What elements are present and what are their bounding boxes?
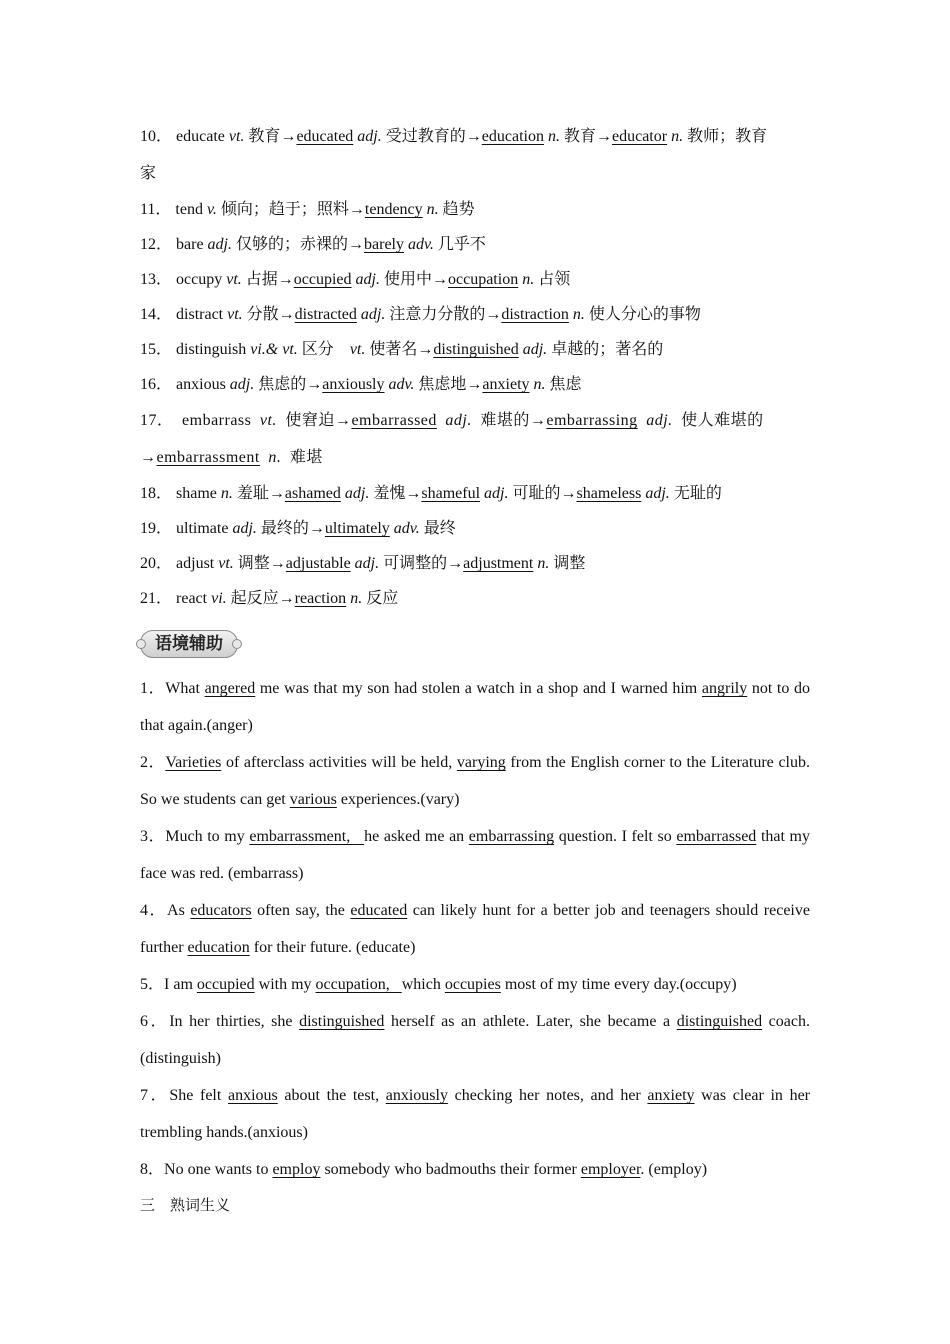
sentence-list (140, 670, 810, 1188)
vocab-item-15: 15． distinguish vi.& vt. 区分 vt. 使著名→distinguished adj. 卓越的；著名的 (140, 341, 664, 358)
vocab-item-12: 12． bare adj. 仅够的；赤裸的→barely adv. 几乎不 (140, 236, 486, 253)
context-help-header (140, 616, 810, 666)
sentence-item: 1．What angered me was that my son had stolen a watch in a shop and I warned him angrily not to do that again.(anger) (140, 680, 811, 734)
vocab-item-17: 17． embarrass vt. 使窘迫→embarrassed adj. 难堪的→embarrassing adj. 使人难堪的 →embarrassment n. 难堪 (140, 412, 764, 466)
vocab-item-13: 13． occupy vt. 占据→occupied adj. 使用中→occupation n. 占领 (140, 271, 571, 288)
vocab-item-20: 20． adjust vt. 调整→adjustable adj. 可调整的→adjustment n. 调整 (140, 555, 586, 572)
vocab-item-18: 18． shame n. 羞耻→ashamed adj. 羞愧→shameful adj. 可耻的→shameless adj. 无耻的 (140, 485, 722, 502)
sentence-item: 2．Varieties of afterclass activities will be held, varying from the English corner to the Literature club. So we students can get various experiences.(vary) (140, 754, 810, 808)
sentence-item: 6．In her thirties, she distinguished herself as an athlete. Later, she became a distinguished coach. (distinguish) (140, 1013, 810, 1067)
vocab-item-19: 19． ultimate adj. 最终的→ultimately adv. 最终 (140, 520, 456, 537)
vocab-item-11: 11． tend v. 倾向；趋于；照料→tendency n. 趋势 (140, 201, 475, 218)
sentence-item: 5．I am occupied with my occupation, which occupies most of my time every day.(occupy) (140, 976, 737, 993)
vocab-item-21: 21． react vi. 起反应→reaction n. 反应 (140, 590, 399, 607)
vocab-list (140, 118, 810, 616)
context-help-badge: 语境辅助 (140, 630, 238, 658)
sentence-item: 3．Much to my embarrassment, he asked me an embarrassing question. I felt so embarrassed that my face was red. (embarrass) (140, 828, 811, 882)
section-title: 三 熟词生义 (140, 1196, 231, 1214)
sentence-item: 8．No one wants to employ somebody who badmouths their former employer. (employ) (140, 1161, 708, 1178)
sentence-item: 7．She felt anxious about the test, anxiously checking her notes, and her anxiety was clear in her trembling hands.(anxious) (140, 1087, 811, 1141)
vocab-item-14: 14． distract vt. 分散→distracted adj. 注意力分散的→distraction n. 使人分心的事物 (140, 306, 701, 323)
vocab-item-16: 16． anxious adj. 焦虑的→anxiously adv. 焦虑地→anxiety n. 焦虑 (140, 376, 582, 393)
page-content (140, 118, 810, 1223)
vocab-item-10: 10． educate vt. 教育→educated adj. 受过教育的→education n. 教育→educator n. 教师；教育 家 (140, 128, 768, 182)
sentence-item: 4．As educators often say, the educated can likely hunt for a better job and teenagers should receive further education for their future. (educate) (140, 902, 810, 956)
